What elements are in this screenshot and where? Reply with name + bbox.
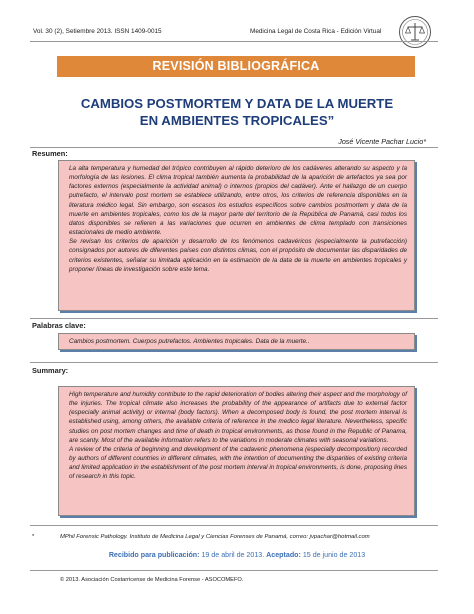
summary-paragraph: High temperature and humidity contribute to the rapid deterioration of bodies altering their aspect and the morphology of the injuries. The tropical climate also increases the probability of the appearance of artifacts due to external factor (especially animal activity) or internal (body factors). When a decomposed body is found, the post mortem interval is established using, among others, the available criteria of reference in the medico legal literature. Nevertheless, specific studies on post mortem changes and time of death in tropical environments, as those found in the Republic of Panama, are scanty. Most of the available information refers to the variations in moderate climates with seasonal variations. — [69, 391, 407, 444]
summary-paragraph: A review of the criteria of beginning and development of the cadaveric phenomena (especially decomposition) recorded by authors of different countries in different climates, with the intention of documenting the disparities of existing criteria and limited application in the establishment of the post mortem interval in tropical environments, is done, proposing lines of research in this topic. — [69, 445, 407, 481]
keywords-divider — [30, 318, 438, 319]
journal-name: Medicina Legal de Costa Rica - Edición Virtual — [250, 28, 382, 35]
received-date: 19 de abril de 2013. — [201, 551, 265, 559]
copyright-divider — [30, 570, 438, 571]
copyright-notice: © 2013. Asociación Costarricense de Medicina Forense - ASOCOMEFO. — [60, 577, 244, 583]
journal-volume-info: Vol. 30 (2), Setiembre 2013. ISSN 1409-0015 — [33, 28, 162, 35]
header-divider — [30, 41, 438, 42]
author-footnote — [32, 534, 370, 540]
section-banner: REVISIÓN BIBLIOGRÁFICA — [57, 56, 415, 77]
resumen-box — [58, 160, 415, 311]
article-title — [40, 95, 434, 129]
keywords-label: Palabras clave: — [32, 321, 86, 330]
title-line-1: CAMBIOS POSTMORTEM Y DATA DE LA MUERTE — [80, 96, 394, 111]
title-line-2: EN AMBIENTES TROPICALES” — [139, 113, 335, 128]
summary-divider — [30, 362, 438, 363]
resumen-label: Resumen: — [32, 149, 68, 158]
keywords-box — [58, 333, 415, 350]
author-name: José Vicente Pachar Lucio* — [338, 137, 426, 146]
footnote-divider — [30, 525, 438, 526]
resumen-paragraph: La alta temperatura y humedad del trópico contribuyen al rápido deterioro de los cadáveres alterando su aspecto y la morfología de las lesiones. El clima tropical también aumenta la probabilidad de la aparición de artefactos ya sea por factores externos (especialmente la actividad animal) o internos (propios del cadáver). Ante el hallazgo de un cuerpo putrefacto, el intervalo post mortem se establece utilizando, entre otros, los criterios de referencia disponibles en la literatura médico legal. Sin embargo, son escasos los estudios específicos sobre cambios postmortem y data de la muerte en ambientes tropicales, como los de la mayor parte del territorio de la República de Panamá, casi todos los datos disponibles se refieren a las variaciones que ocurren en ambientes de clima templado con transiciones estacionales de medio ambiente. — [69, 165, 407, 237]
summary-label: Summary: — [32, 366, 69, 375]
keywords-text: Cambios postmortem. Cuerpos putrefactos. Ambientes tropicales. Data de la muerte.. — [69, 338, 310, 345]
resumen-paragraph: Se revisan los criterios de aparición y desarrollo de los fenómenos cadavéricos (especialmente la putrefacción) consignados por autores de diferentes países con distintos climas, con el propósito de documentar las disparidades de criterios existentes, señalar su limitada aplicación en la estimación de la data de la muerte en ambientes tropicales y proponer líneas de investigación sobre este tema. — [69, 238, 407, 273]
footnote-text: MPhil Forensic Pathology. Instituto de Medicina Legal y Ciencias Forenses de Panamá, correo: jvpachar@hotmail.com — [59, 534, 370, 540]
author-divider — [30, 147, 438, 148]
received-label: Recibido para publicación: — [108, 551, 200, 559]
accepted-date: 15 de junio de 2013 — [302, 551, 366, 559]
received-accepted-dates — [0, 551, 474, 559]
accepted-label: Aceptado: — [266, 551, 301, 559]
scales-of-justice-emblem-icon — [398, 15, 432, 49]
footnote-marker: * — [32, 534, 35, 540]
summary-box — [58, 386, 415, 516]
